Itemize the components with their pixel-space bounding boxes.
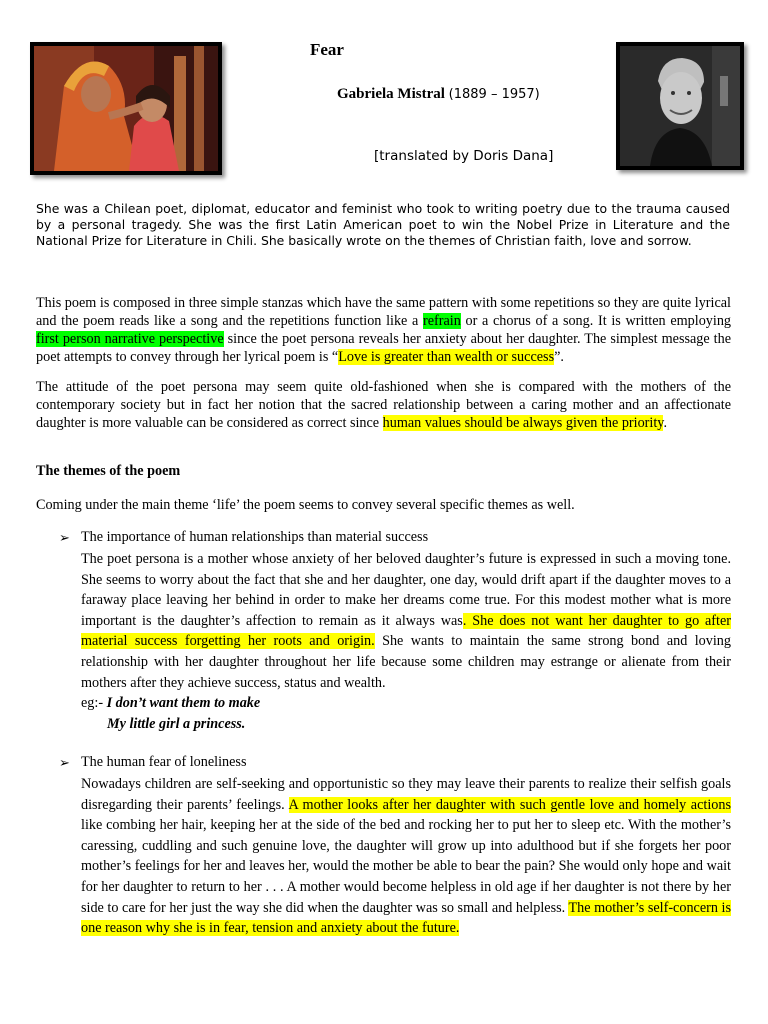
themes-intro: Coming under the main theme ‘life’ the poem seems to convey several specific themes as well. — [36, 497, 575, 513]
theme-1-title: The importance of human relationships than material success — [81, 529, 429, 545]
theme-2-title: The human fear of loneliness — [81, 754, 247, 770]
highlight-gentle-love: A mother looks after her daughter with such gentle love and homely actions — [288, 796, 731, 813]
author-line — [337, 86, 540, 103]
example-label: eg:- — [81, 695, 107, 711]
author-portrait — [616, 42, 744, 170]
theme-1-example — [81, 693, 260, 714]
highlight-perspective: first person narrative perspective — [36, 331, 224, 347]
bullet-arrow-icon: ➢ — [59, 530, 70, 545]
translator-line: [translated by Doris Dana] — [374, 148, 554, 164]
highlight-self-concern: The mother’s self-concern is one reason why she is in fear, tension and anxiety about the future. — [81, 899, 731, 937]
quote-line-1: I don’t want them to make — [106, 695, 261, 711]
analysis-paragraph-2: The attitude of the poet persona may seem quite old-fashioned when she is compared with the mothers of the contemporary society but in fact her notion that the sacred relationship between a caring mother and an affectionate daughter is more valuable can be considered as correct since human values should be always given the priority. — [36, 379, 731, 431]
author-name: Gabriela Mistral — [337, 86, 445, 102]
highlight-refrain: refrain — [423, 313, 461, 329]
quote-line-2: My little girl a princess. — [107, 716, 246, 732]
bullet-arrow-icon: ➢ — [59, 755, 70, 770]
theme-1-quote-2 — [107, 714, 245, 735]
analysis-paragraph-1: This poem is composed in three simple stanzas which have the same pattern with some repetitions so they are quite lyrical and the poem reads like a song and the repetitions function like a refrain or a chorus of a song. It is written employing first person narrative perspective since the poet persona reveals her anxiety about her daughter. The simplest message the poet attempts to convey through her lyrical poem is “Love is greater than wealth or success”. — [36, 295, 732, 365]
photo-mother-daughter — [30, 42, 222, 175]
highlight-material-success: . She does not want her daughter to go after material success forgetting her roots and origin. — [81, 612, 731, 650]
portrait-illustration — [620, 46, 740, 166]
author-years: (1889 – 1957) — [448, 87, 540, 102]
poem-title: Fear — [310, 40, 344, 59]
mother-daughter-illustration — [34, 46, 218, 171]
theme-2-body: Nowadays children are self-seeking and opportunistic so they may leave their parents to realize their selfish goals disregarding their parents’ feelings. A mother looks after her daughter with such gentle love and homely actions like combing her hair, keeping her at the side of the bed and rocking her to put her to sleep etc. With the mother’s caressing, cuddling and such genuine love, the daughter will grow up into adulthood but if she forgets her poor mother’s feelings for her and leaves her, would the mother be able to bear the pain? She would only hope and wait for her daughter to return to her . . . A mother would become helpless in old age if her daughter is not there by her side to care for her just the way she did when the daughter was so small and helpless. The mother’s self-concern is one reason why she is in fear, tension and anxiety about the future. — [81, 776, 731, 937]
highlight-human-values: human values should be always given the priority — [382, 415, 664, 431]
theme-1-body: The poet persona is a mother whose anxiety of her beloved daughter’s future is expressed in such a moving tone. She seems to worry about the fact that she and her daughter, one day, would drift apart if the daughter moves to a faraway place leaving her behind in order to make her dreams come true. For this modest mother what is more important is the daughter’s affection to remain as it always was. She does not want her daughter to go after material success forgetting her roots and origin. She wants to maintain the same strong bond and loving relationship with her daughter throughout her life because some children may estrange or alienate from their mothers after they achieve success, status and wealth. — [81, 551, 731, 691]
bio-paragraph: She was a Chilean poet, diplomat, educator and feminist who took to writing poetry due to the trauma caused by a personal tragedy. She was the first Latin American poet to win the Nobel Prize in Literature and the National Prize for Literature in Chili. She basically wrote on the themes of Christian faith, love and sorrow. — [36, 201, 730, 248]
themes-heading: The themes of the poem — [36, 463, 181, 479]
highlight-message: Love is greater than wealth or success — [338, 349, 555, 365]
